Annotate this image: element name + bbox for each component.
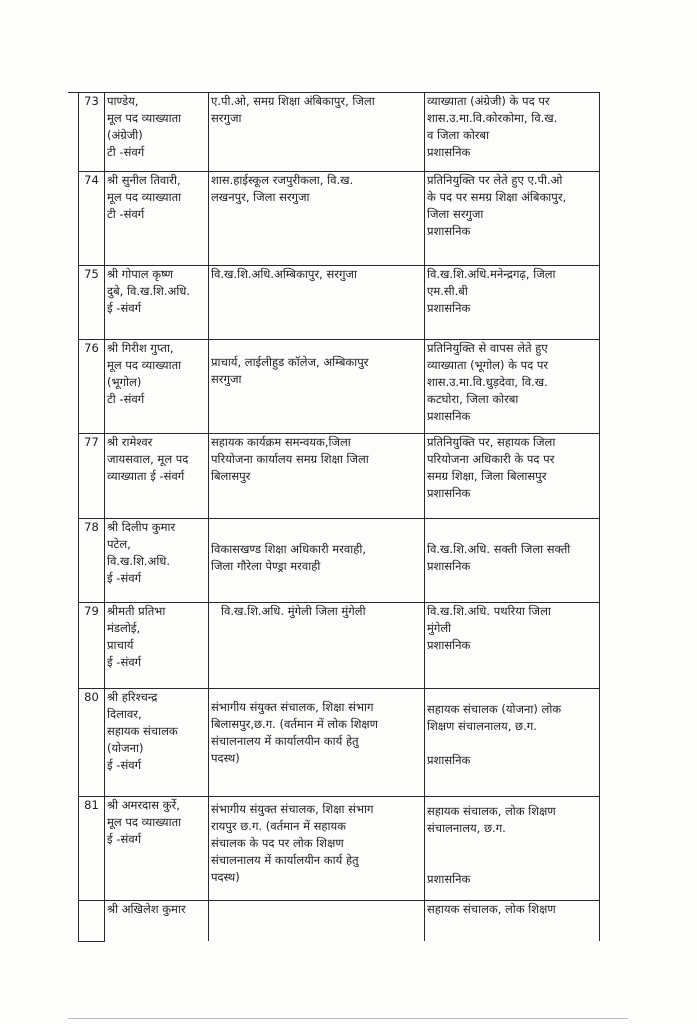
name-line: श्री हरिश्चन्द्र <box>107 689 158 704</box>
current-post-cell <box>209 602 425 688</box>
current-post-line: प्राचार्य, लाईलीहुड कॉलेज, अम्बिकापुर <box>211 354 369 369</box>
new-posting-line: प्रशासनिक <box>427 637 471 652</box>
officer-name-cell <box>105 171 209 265</box>
new-posting-line: वि.ख.शि.अधि. सक्ती जिला सक्ती <box>427 541 571 556</box>
new-posting-line: मुंगेली <box>427 620 452 635</box>
new-posting-cell <box>425 602 600 688</box>
new-posting-line: प्रतिनियुक्ति पर, सहायक जिला <box>427 434 556 449</box>
current-post-line: संभागीय संयुक्त संचालक, शिक्षा संभाग <box>211 801 374 816</box>
new-posting-line: शास.उ.मा.वि.कोरकोमा, वि.ख. <box>427 111 558 125</box>
new-posting-cell <box>425 339 600 433</box>
name-line: व्याख्याता ई -संवर्ग <box>107 468 185 483</box>
name-line: श्रीमती प्रतिभा <box>107 603 166 618</box>
current-post-cell <box>209 433 425 518</box>
table-row <box>79 796 600 900</box>
table-row <box>79 900 600 941</box>
serial-number: 79 <box>79 602 105 688</box>
name-line: श्री गोपाल कृष्ण <box>107 266 174 281</box>
new-posting-line: प्रतिनियुक्ति से वापस लेते हुए <box>427 340 548 355</box>
current-post-line: सहायक कार्यक्रम समन्वयक,जिला <box>211 434 351 449</box>
current-post-line: संचालनालय में कार्यालयीन कार्य हेतु <box>211 852 359 867</box>
new-posting-line: प्रशासनिक <box>427 223 471 238</box>
transfer-order-table <box>78 93 600 942</box>
new-posting-line: व्याख्याता (अंग्रेजी) के पद पर <box>427 94 550 108</box>
name-line: ई -संवर्ग <box>107 654 142 669</box>
current-post-line: संचालक के पद पर लोक शिक्षण <box>211 835 344 850</box>
current-post-line: संचालनालय में कार्यालयीन कार्य हेतु <box>211 733 359 748</box>
new-posting-line: प्रतिनियुक्ति पर लेते हुए ए.पी.ओ <box>427 172 563 187</box>
new-posting-line: प्रशासनिक <box>427 558 471 573</box>
current-post-cell <box>209 265 425 339</box>
new-posting-cell <box>425 900 600 941</box>
new-posting-line: के पद पर समग्र शिक्षा अंबिकापुर, <box>427 189 567 204</box>
name-line: (अंग्रेजी) <box>107 128 143 142</box>
current-post-line: परियोजना कार्यालय समग्र शिक्षा जिला <box>211 451 369 466</box>
name-line: वि.ख.शि.अधि. <box>107 553 171 568</box>
new-posting-line: संचालनालय, छ.ग. <box>427 820 506 835</box>
name-line: सहायक संचालक <box>107 723 178 738</box>
current-post-cell <box>209 796 425 900</box>
officer-name-cell <box>105 339 209 433</box>
name-line: (योजना) <box>107 740 144 755</box>
current-post-cell <box>209 171 425 265</box>
table-row <box>79 688 600 796</box>
current-post-line: बिलासपुर,छ.ग. (वर्तमान में लोक शिक्षण <box>211 716 378 731</box>
officer-name-cell <box>105 688 209 796</box>
name-line: पाण्डेय, <box>107 94 139 108</box>
name-line: मूल पद व्याख्याता <box>107 189 182 204</box>
name-line: ई -संवर्ग <box>107 300 142 315</box>
new-posting-line: सहायक संचालक, लोक शिक्षण <box>427 901 556 916</box>
new-posting-line: समग्र शिक्षा, जिला बिलासपुर <box>427 468 547 483</box>
name-line: श्री रामेश्वर <box>107 434 153 449</box>
new-posting-line: प्रशासनिक <box>427 300 471 315</box>
new-posting-cell <box>425 433 600 518</box>
new-posting-cell <box>425 796 600 900</box>
new-posting-line: व जिला कोरबा <box>427 128 490 142</box>
officer-name-cell <box>105 433 209 518</box>
new-posting-line: शास.उ.मा.वि.धुड़देवा, वि.ख. <box>427 374 548 389</box>
table-row <box>79 339 600 433</box>
current-post-line: पदस्थ) <box>211 869 240 884</box>
current-post-cell <box>209 688 425 796</box>
name-line: श्री अमरदास कुर्रे, <box>107 797 180 812</box>
serial-number: 81 <box>79 796 105 900</box>
new-posting-line: वि.ख.शि.अधि. पथरिया जिला <box>427 603 551 618</box>
serial-number: 74 <box>79 171 105 265</box>
current-post-cell <box>209 339 425 433</box>
officer-name-cell <box>105 796 209 900</box>
table-row <box>79 93 600 171</box>
name-line: टी -संवर्ग <box>107 145 145 159</box>
new-posting-line: परियोजना अधिकारी के पद पर <box>427 451 555 466</box>
current-post-line: रायपुर छ.ग. (वर्तमान में सहायक <box>211 818 346 833</box>
current-post-line: शास.हाईस्कूल रजपुरीकला, वि.ख. <box>211 172 354 187</box>
officer-name-cell <box>105 900 209 941</box>
name-line: प्राचार्य <box>107 637 134 652</box>
name-line: दुबे, वि.ख.शि.अधि. <box>107 283 191 298</box>
name-line: (भूगोल) <box>107 374 142 389</box>
new-posting-line: सहायक संचालक (योजना) लोक <box>427 701 562 716</box>
new-posting-line <box>427 837 597 854</box>
name-line: ई -संवर्ग <box>107 831 142 846</box>
bottom-scan-edge <box>68 1018 628 1019</box>
current-post-line: वि.ख.शि.अधि.अम्बिकापुर, सरगुजा <box>211 266 357 281</box>
new-posting-line: जिला सरगुजा <box>427 206 484 221</box>
name-line: मूल पद व्याख्याता <box>107 357 182 372</box>
serial-number: 80 <box>79 688 105 796</box>
name-line: टी -संवर्ग <box>107 391 145 406</box>
serial-number <box>79 900 105 941</box>
officer-name-cell <box>105 93 209 171</box>
new-posting-cell <box>425 688 600 796</box>
current-post-line: बिलासपुर <box>211 468 251 483</box>
name-line: श्री सुनील तिवारी, <box>107 172 181 187</box>
new-posting-cell <box>425 93 600 171</box>
officer-name-cell <box>105 602 209 688</box>
name-line: मंडलोई, <box>107 620 141 635</box>
officer-name-cell <box>105 518 209 602</box>
name-line: जायसवाल, मूल पद <box>107 451 189 466</box>
current-post-cell <box>209 518 425 602</box>
current-post-line: विकासखण्ड शिक्षा अधिकारी मरवाही, <box>211 541 366 556</box>
serial-number: 78 <box>79 518 105 602</box>
name-line: श्री दिलीप कुमार <box>107 519 176 534</box>
current-post-line: संभागीय संयुक्त संचालक, शिक्षा संभाग <box>211 699 374 714</box>
new-posting-line: प्रशासनिक <box>427 145 471 159</box>
officer-name-cell <box>105 265 209 339</box>
new-posting-cell <box>425 518 600 602</box>
name-line: ई -संवर्ग <box>107 757 142 772</box>
table-row <box>79 518 600 602</box>
current-post-line: सरगुजा <box>211 371 242 386</box>
serial-number: 76 <box>79 339 105 433</box>
new-posting-line: कटघोरा, जिला कोरबा <box>427 391 519 406</box>
new-posting-line <box>427 854 597 871</box>
new-posting-line: एम.सी.बी <box>427 283 468 298</box>
current-post-line: वि.ख.शि.अधि. मुंगेली जिला मुंगेली <box>221 603 366 618</box>
name-line: मूल पद व्याख्याता <box>107 814 182 829</box>
new-posting-line <box>427 735 597 752</box>
current-post-line: सरगुजा <box>211 111 242 125</box>
name-line: श्री अखिलेश कुमार <box>107 901 186 916</box>
new-posting-line: शिक्षण संचालनालय, छ.ग. <box>427 718 537 733</box>
name-line: पटेल, <box>107 536 131 551</box>
new-posting-line: प्रशासनिक <box>427 485 471 500</box>
serial-number: 75 <box>79 265 105 339</box>
current-post-line: पदस्थ) <box>211 750 240 765</box>
current-post-line: लखनपुर, जिला सरगुजा <box>211 189 310 204</box>
table-row <box>79 265 600 339</box>
table-row <box>79 602 600 688</box>
name-line: दिलावर, <box>107 706 142 721</box>
name-line: ई -संवर्ग <box>107 570 142 585</box>
new-posting-line: प्रशासनिक <box>427 752 471 767</box>
new-posting-line: प्रशासनिक <box>427 871 471 886</box>
current-post-cell <box>209 900 425 941</box>
current-post-cell <box>209 93 425 171</box>
name-line: मूल पद व्याख्याता <box>107 111 182 125</box>
new-posting-cell <box>425 265 600 339</box>
current-post-line: जिला गौरेला पेण्ड्रा मरवाही <box>211 558 321 573</box>
serial-number: 77 <box>79 433 105 518</box>
new-posting-line: सहायक संचालक, लोक शिक्षण <box>427 803 556 818</box>
new-posting-line: प्रशासनिक <box>427 408 471 423</box>
name-line: श्री गिरीश गुप्ता, <box>107 340 174 355</box>
new-posting-cell <box>425 171 600 265</box>
new-posting-line: वि.ख.शि.अधि.मनेन्द्रगढ़, जिला <box>427 266 556 281</box>
new-posting-line: व्याख्याता (भूगोल) के पद पर <box>427 357 549 372</box>
table-row <box>79 171 600 265</box>
serial-number: 73 <box>79 93 105 171</box>
current-post-line: ए.पी.ओ, समग्र शिक्षा अंबिकापुर, जिला <box>211 94 375 108</box>
table-row <box>79 433 600 518</box>
name-line: टी -संवर्ग <box>107 206 145 221</box>
